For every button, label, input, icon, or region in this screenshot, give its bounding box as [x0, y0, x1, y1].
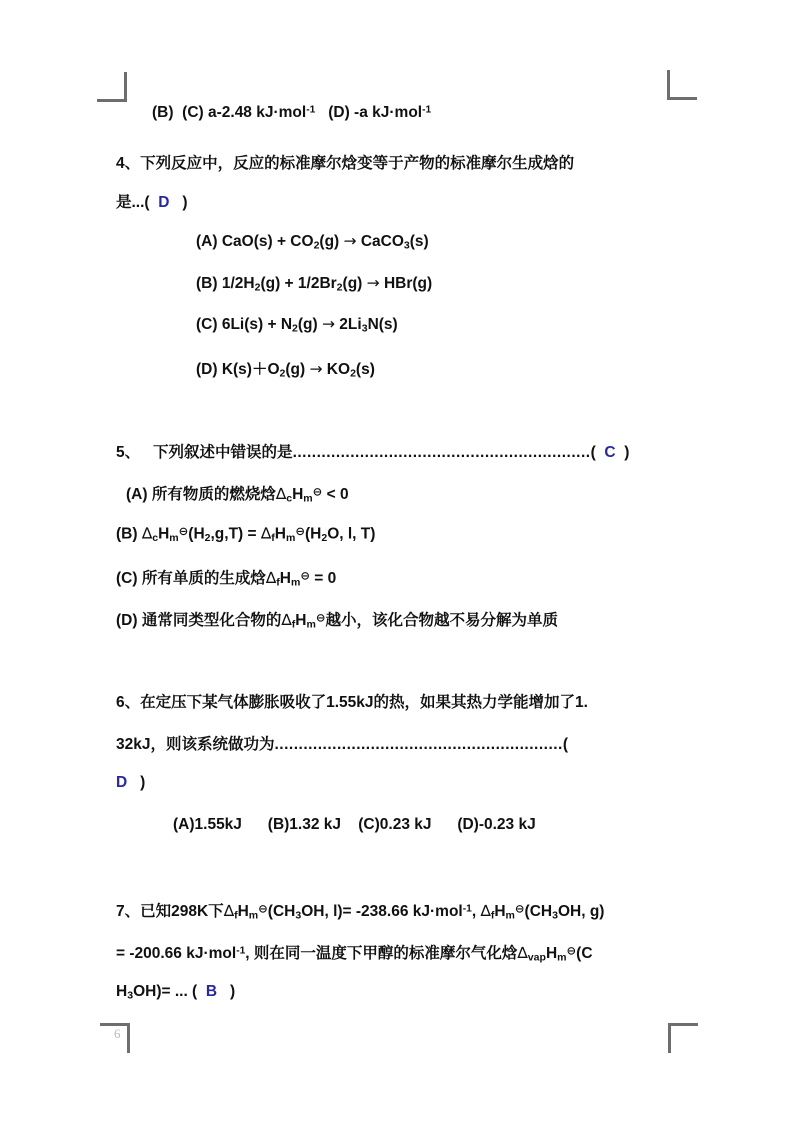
q7-line-1-mid-2: OH, l)= -238.66 kJ·mol	[301, 903, 463, 920]
q5-option-d	[116, 608, 558, 631]
q4-option-c-end: N(s)	[367, 316, 398, 333]
q5-number: 5、	[116, 444, 141, 461]
q4-option-b-sub-2: 2	[336, 281, 343, 294]
q5-option-a-sub-m: m	[303, 492, 313, 505]
q5-bracket-open: (	[590, 444, 596, 461]
q5-option-a-sub-c: c	[286, 492, 293, 505]
q4-option-d-label: (D) K(s)＋O	[196, 361, 280, 378]
q4-option-d-mid: (g)	[285, 361, 310, 378]
q7-line-1-sub-ch3-2: 3	[552, 909, 558, 922]
q7-line-1-sub-m2: m	[505, 909, 515, 922]
q5-option-a-label: (A)	[126, 486, 148, 503]
q7-line-2-pre: = -200.66 kJ·mol	[116, 945, 237, 962]
q4-stem-line-2-post: )	[182, 194, 188, 211]
q7-line-2-h: H	[545, 945, 558, 962]
q4-option-b-mid: (g) + 1/2Br	[260, 275, 337, 292]
q7-line-1-sub-ch3: 3	[295, 909, 302, 922]
q4-option-a-end: (s)	[409, 233, 429, 250]
q5-option-b	[116, 524, 375, 544]
reaction-arrow-icon: →	[343, 232, 357, 250]
q5-option-b-sub-f: f	[271, 532, 275, 545]
q7-stem-line-2	[116, 941, 593, 964]
q5-option-b-sub-h2o: 2	[321, 532, 328, 545]
q7-line-3-mid: OH)= ... (	[133, 983, 198, 1000]
delta-icon: ∆	[480, 902, 491, 920]
q6-option-c: (C)0.23 kJ	[358, 816, 432, 833]
standard-state-theta-icon: ⊖	[300, 570, 310, 583]
q4-option-c-mid: (g)	[297, 316, 322, 333]
q3-option-d-text: (D) -a kJ·mol	[328, 104, 423, 121]
reaction-arrow-icon: →	[309, 360, 323, 378]
q5-option-b-sub-m2: m	[285, 532, 296, 545]
q7-line-1-sup-1: -1	[462, 903, 472, 915]
delta-icon: ∆	[265, 569, 277, 587]
q4-option-d-sub-2: 2	[350, 367, 356, 380]
q7-line-3-pre: H	[116, 983, 128, 1000]
q6-option-d: (D)-0.23 kJ	[457, 816, 536, 833]
crop-mark-top-right-icon	[667, 70, 697, 100]
q7-line-1-mid-1: (CH	[267, 903, 296, 920]
q7-answer: B	[205, 983, 218, 1000]
q4-option-d-end: (s)	[355, 361, 375, 378]
q4-option-a	[196, 232, 429, 252]
reaction-arrow-icon: →	[366, 274, 380, 292]
q4-option-a-label: (A) CaO(s) + CO	[196, 233, 314, 250]
q5-option-d-tail: 越小，该化合物越不易分解为单质	[325, 612, 558, 629]
q7-line-2-sup-1: -1	[236, 945, 246, 957]
crop-mark-top-left-icon	[97, 72, 127, 102]
q6-options-row	[173, 816, 536, 834]
q7-line-1-pre: 7、已知298K下	[116, 903, 224, 920]
q5-stem-text: 下列叙述中错误的是	[153, 444, 293, 461]
q4-answer: D	[158, 194, 170, 211]
q7-line-2-sub-vap: vap	[527, 951, 546, 964]
q6-option-a: (A)1.55kJ	[173, 816, 242, 833]
q4-option-c-sub-1: 2	[292, 322, 298, 335]
standard-state-theta-icon: ⊖	[566, 945, 577, 958]
q5-option-c	[116, 566, 336, 589]
q4-option-a-mid: (g)	[319, 233, 344, 250]
q5-option-c-sub-f: f	[276, 576, 280, 589]
q6-bracket-close: )	[140, 774, 146, 791]
q5-option-b-sub-c: c	[152, 532, 159, 545]
q5-option-b-sub-m1: m	[169, 532, 179, 545]
q4-option-d-sub-1: 2	[279, 367, 286, 380]
q7-line-3-sub-h3: 3	[127, 989, 134, 1002]
q6-leader-dots: ............................................................	[274, 736, 563, 753]
q6-answer: D	[116, 774, 128, 791]
q7-line-1-mid-3: ,	[471, 903, 481, 920]
page-number: 6	[114, 1026, 121, 1041]
q5-option-c-tail: = 0	[309, 570, 337, 587]
q5-option-c-label: (C)	[116, 570, 138, 587]
q4-option-b-tail: HBr(g)	[379, 275, 433, 292]
q7-line-2-tail: (C	[576, 945, 593, 962]
q5-option-b-label: (B)	[116, 525, 138, 543]
q5-option-b-mid-2: ,g,T) =	[210, 525, 261, 543]
q5-option-d-label: (D)	[116, 612, 138, 629]
q4-option-d	[196, 357, 375, 380]
q6-stem-line-1: 6、在定压下某气体膨胀吸收了1.55kJ的热，如果其热力学能增加了1.	[116, 694, 588, 711]
q5-option-b-h1: H	[158, 525, 170, 543]
q5-option-b-tail: O, l, T)	[327, 525, 376, 543]
q7-line-1-h1: H	[237, 903, 249, 920]
q5-option-b-h2: H	[274, 525, 286, 543]
reaction-arrow-icon: →	[322, 315, 335, 333]
q5-option-a-text: 所有物质的燃烧焓	[151, 486, 276, 503]
q7-line-1-mid-4: (CH	[524, 903, 553, 920]
q5-option-d-h: H	[295, 612, 307, 629]
standard-state-theta-icon: ⊖	[178, 526, 189, 538]
q7-stem-line-3	[116, 983, 235, 1002]
q5-option-a-tail: < 0	[322, 486, 349, 503]
q5-option-d-sub-m: m	[306, 618, 316, 631]
q5-leader-dots: ..............................................................	[292, 444, 591, 461]
q5-option-c-h: H	[279, 570, 291, 587]
standard-state-theta-icon: ⊖	[295, 526, 305, 538]
q4-option-c-tail: 2Li	[335, 316, 362, 333]
delta-icon: ∆	[517, 944, 528, 962]
q5-option-a-h: H	[292, 486, 304, 503]
q3-tail-options	[152, 104, 431, 122]
q7-line-2-sub-m: m	[557, 951, 567, 964]
q5-option-c-sub-m: m	[290, 576, 301, 589]
q7-line-1-h2: H	[494, 903, 506, 920]
standard-state-theta-icon: ⊖	[312, 486, 323, 499]
q5-option-a	[126, 482, 349, 505]
q4-stem-line-2	[116, 190, 188, 212]
q3-option-c-text: (C) a-2.48 kJ·mol	[182, 104, 307, 121]
crop-mark-bottom-right-icon	[668, 1023, 698, 1053]
delta-icon: ∆	[141, 524, 153, 543]
q4-option-b	[196, 274, 432, 294]
q7-line-1-tail: OH, g)	[557, 903, 605, 920]
q7-line-1-sub-f: f	[234, 909, 238, 922]
q4-option-c-label: (C) 6Li(s) + N	[196, 316, 293, 333]
q4-stem-line-1: 4、下列反应中，反应的标准摩尔焓变等于产物的标准摩尔生成焓的	[116, 155, 575, 172]
q5-option-b-mid-3: (H	[304, 525, 322, 543]
q7-line-2-mid-1: , 则在同一温度下甲醇的标准摩尔气化焓	[245, 945, 518, 962]
q4-option-b-mid-2: (g)	[342, 275, 367, 292]
q4-option-a-sub-1: 2	[313, 239, 320, 252]
q6-stem-line-2-pre: 32kJ，则该系统做功为	[116, 736, 275, 753]
q5-option-d-text: 通常同类型化合物的	[141, 612, 282, 629]
q6-stem-line-2	[116, 732, 568, 754]
q3-option-b-label: (B)	[152, 104, 174, 121]
q7-line-1-sub-m1: m	[248, 909, 259, 922]
q6-answer-line	[116, 774, 145, 792]
q3-option-c-sup: -1	[306, 104, 316, 116]
q5-stem	[116, 440, 629, 462]
q6-bracket-open: (	[562, 736, 569, 753]
q4-option-a-tail: CaCO	[356, 233, 404, 250]
delta-icon: ∆	[275, 485, 287, 503]
q5-option-c-text: 所有单质的生成焓	[141, 570, 266, 587]
q7-line-1-sub-f2: f	[490, 909, 495, 922]
q3-option-d-sup: -1	[422, 104, 432, 116]
q4-stem-line-2-pre: 是...(	[116, 194, 150, 211]
q5-option-b-sub-h2: 2	[204, 532, 211, 545]
q4-option-d-tail: KO	[322, 361, 351, 378]
delta-icon: ∆	[223, 902, 235, 920]
q4-option-b-sub-1: 2	[254, 281, 261, 294]
q5-option-b-mid-1: (H	[188, 525, 205, 543]
q4-option-c	[196, 315, 398, 335]
delta-icon: ∆	[281, 611, 292, 629]
delta-icon: ∆	[260, 524, 272, 543]
standard-state-theta-icon: ⊖	[315, 612, 326, 625]
standard-state-theta-icon: ⊖	[258, 903, 268, 916]
q7-stem-line-1	[116, 899, 604, 922]
q5-answer: C	[604, 444, 616, 461]
standard-state-theta-icon: ⊖	[514, 903, 525, 916]
q7-bracket-close: )	[229, 983, 236, 1000]
q4-option-b-label: (B) 1/2H	[196, 275, 255, 292]
q5-bracket-close: )	[624, 444, 630, 461]
q4-option-a-sub-2: 3	[403, 239, 410, 252]
q6-option-b: (B)1.32 kJ	[267, 816, 342, 833]
q4-option-c-sub-2: 3	[361, 322, 368, 335]
q5-option-d-sub-f: f	[291, 618, 296, 631]
